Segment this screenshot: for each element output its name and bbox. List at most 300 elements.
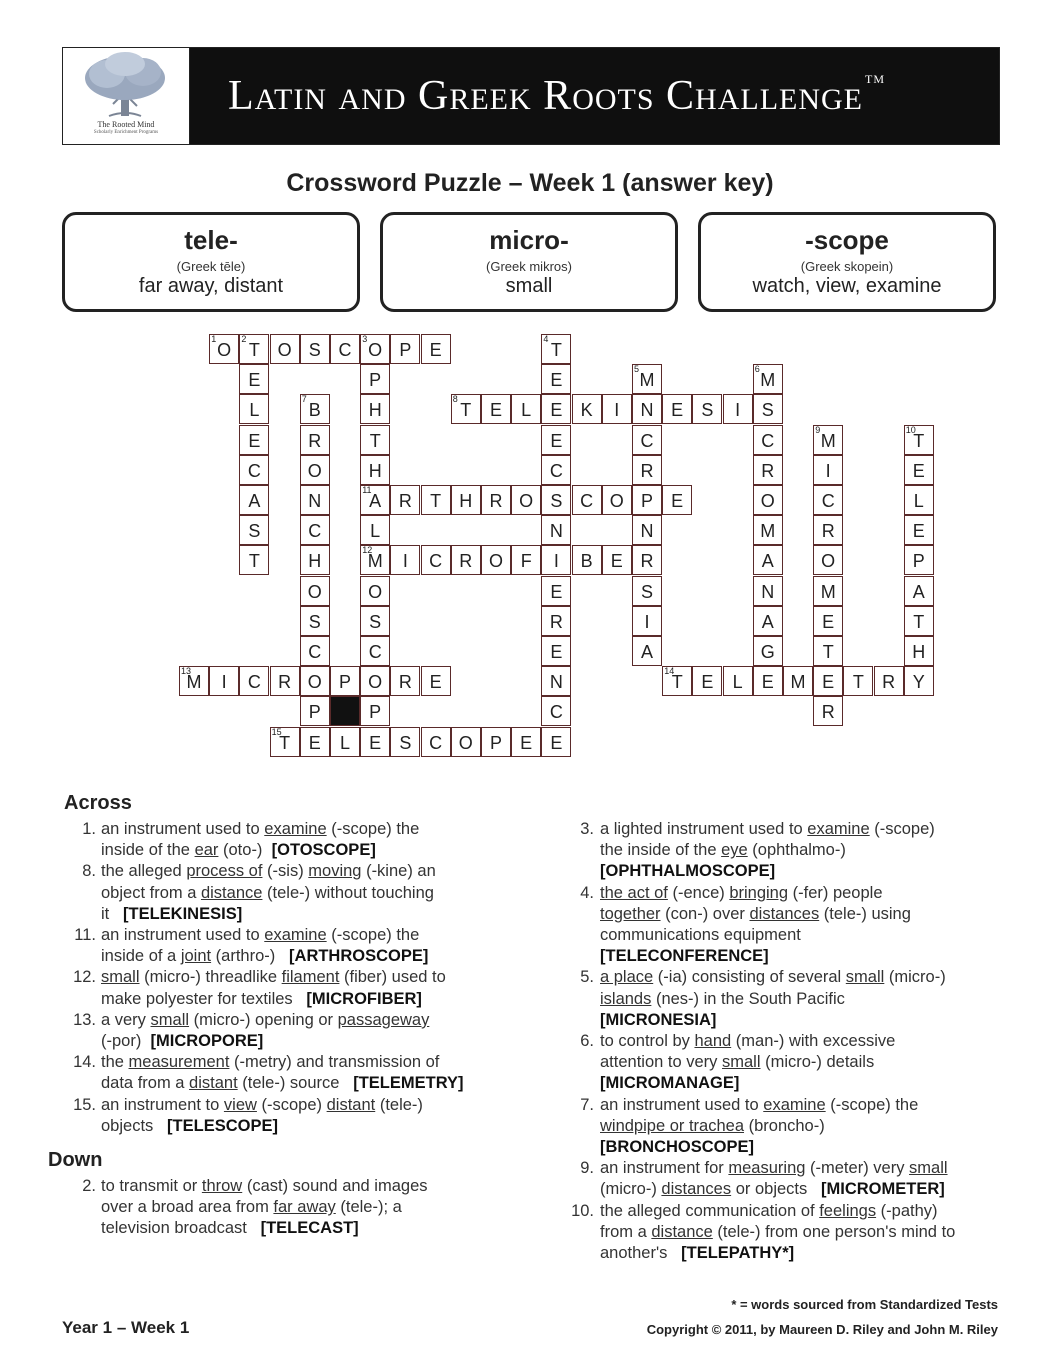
grid-cell-letter: C <box>308 642 322 662</box>
grid-cell[interactable] <box>541 425 571 455</box>
grid-cell[interactable] <box>904 485 934 515</box>
grid-cell-letter: R <box>549 611 563 632</box>
grid-cell-number: 11 <box>362 485 372 495</box>
grid-cell[interactable] <box>390 666 420 696</box>
grid-cell[interactable] <box>541 696 571 726</box>
grid-cell[interactable] <box>481 545 511 575</box>
grid-cell[interactable] <box>360 576 390 606</box>
grid-cell-letter: E <box>248 430 261 451</box>
grid-cell[interactable] <box>541 364 571 394</box>
grid-cell-letter: A <box>761 611 774 632</box>
grid-cell-letter: T <box>460 400 472 421</box>
grid-cell-letter: M <box>186 672 202 693</box>
clue-line: windpipe or trachea (broncho-) <box>600 1116 825 1135</box>
grid-cell[interactable] <box>813 545 843 575</box>
grid-cell[interactable] <box>662 666 692 696</box>
grid-cell-letter: M <box>820 581 836 602</box>
grid-cell-letter: T <box>369 430 381 451</box>
grid-cell[interactable] <box>783 666 813 696</box>
grid-cell[interactable] <box>692 666 722 696</box>
clue-number: 15. <box>73 1095 96 1114</box>
grid-cell-letter: O <box>368 581 383 602</box>
clue-answer: [OPHTHALMOSCOPE] <box>600 862 776 881</box>
grid-cell[interactable] <box>632 576 662 606</box>
grid-cell-letter: K <box>580 400 593 421</box>
clue-line: an instrument to view (-scope) distant (tele-) <box>101 1095 423 1114</box>
grid-cell-letter: T <box>248 551 260 572</box>
grid-cell[interactable] <box>541 576 571 606</box>
clue-line: islands (nes-) in the South Pacific <box>600 989 845 1008</box>
grid-cell[interactable] <box>904 666 934 696</box>
grid-cell-letter: E <box>550 581 563 602</box>
grid-cell-letter: A <box>369 491 382 511</box>
grid-cell-letter: P <box>640 491 653 511</box>
grid-cell[interactable] <box>541 606 571 636</box>
grid-cell-letter: A <box>761 551 774 572</box>
grid-cell[interactable] <box>602 545 632 575</box>
clue-number: 6. <box>580 1032 594 1050</box>
grid-cell-letter: H <box>368 460 382 481</box>
grid-cell[interactable] <box>209 666 239 696</box>
grid-cell[interactable] <box>904 606 934 636</box>
across-heading: Across <box>64 792 132 814</box>
grid-cell[interactable] <box>753 394 783 424</box>
grid-cell[interactable] <box>360 455 390 485</box>
grid-cell[interactable] <box>270 334 300 364</box>
grid-cell-letter: S <box>701 400 714 421</box>
grid-cell[interactable] <box>904 545 934 575</box>
grid-cell[interactable] <box>239 485 269 515</box>
grid-cell[interactable] <box>662 394 692 424</box>
grid-cell-letter: E <box>550 430 563 451</box>
grid-cell[interactable] <box>421 666 451 696</box>
grid-cell[interactable] <box>421 545 451 575</box>
grid-cell[interactable] <box>541 545 571 575</box>
grid-cell[interactable] <box>360 606 390 636</box>
clue-text <box>101 1095 521 1137</box>
grid-cell[interactable] <box>209 334 239 364</box>
grid-cell[interactable] <box>753 545 783 575</box>
grid-cell[interactable] <box>390 334 420 364</box>
grid-cell[interactable] <box>541 636 571 666</box>
grid-cell-letter: I <box>735 400 741 421</box>
grid-cell[interactable] <box>541 394 571 424</box>
grid-cell[interactable] <box>753 455 783 485</box>
clue-text <box>600 1158 1020 1200</box>
grid-cell[interactable] <box>904 636 934 666</box>
grid-cell-letter: C <box>429 551 443 572</box>
grid-cell[interactable] <box>421 334 451 364</box>
grid-cell-letter: E <box>550 642 563 662</box>
grid-cell[interactable] <box>753 425 783 455</box>
grid-cell[interactable] <box>239 515 269 545</box>
clue-line: the inside of the eye (ophthalmo-) <box>600 841 846 860</box>
grid-cell[interactable] <box>813 696 843 726</box>
grid-cell-letter: O <box>760 491 775 511</box>
grid-cell[interactable] <box>270 727 300 757</box>
grid-cell[interactable] <box>632 485 662 515</box>
grid-cell-letter: M <box>639 370 655 391</box>
grid-cell-letter: C <box>761 430 775 451</box>
grid-cell[interactable] <box>360 666 390 696</box>
logo-text: The Rooted Mind <box>97 120 155 129</box>
clue-number: 9. <box>580 1159 594 1178</box>
grid-cell-letter: T <box>852 672 864 693</box>
clue-answer: [TELEKINESIS] <box>123 904 243 923</box>
grid-cell-letter: C <box>549 702 563 723</box>
grid-cell-letter: R <box>761 460 775 481</box>
grid-cell[interactable] <box>239 364 269 394</box>
grid-cell[interactable] <box>360 727 390 757</box>
grid-cell-letter: E <box>429 340 442 360</box>
clue-line: make polyester for textiles [MICROFIBER] <box>101 989 422 1008</box>
grid-cell[interactable] <box>511 394 541 424</box>
grid-cell[interactable] <box>632 545 662 575</box>
grid-cell-letter: E <box>610 551 623 572</box>
grid-cell[interactable] <box>421 727 451 757</box>
grid-cell-letter: I <box>644 611 650 632</box>
banner-title <box>228 72 885 120</box>
clue-answer: [ARTHROSCOPE] <box>289 947 429 966</box>
clue-line: it [TELEKINESIS] <box>101 904 243 923</box>
grid-cell[interactable] <box>723 666 753 696</box>
grid-cell-letter: S <box>550 491 563 511</box>
grid-cell[interactable] <box>451 485 481 515</box>
logo <box>63 48 190 144</box>
clue-line: over a broad area from far away (tele-); a <box>101 1198 402 1217</box>
clue-answer: [MICROMANAGE] <box>600 1074 740 1093</box>
grid-cell[interactable] <box>360 515 390 545</box>
clue-line <box>600 946 1020 967</box>
grid-cell[interactable] <box>451 545 481 575</box>
grid-cell[interactable] <box>360 334 390 364</box>
grid-cell-letter: M <box>760 521 776 542</box>
clue-number: 5. <box>580 968 594 987</box>
grid-cell[interactable] <box>753 576 783 606</box>
grid-cell[interactable] <box>572 394 602 424</box>
grid-cell[interactable] <box>904 576 934 606</box>
grid-cell[interactable] <box>360 394 390 424</box>
grid-cell-letter: I <box>553 551 559 572</box>
grid-cell[interactable] <box>300 394 330 424</box>
grid-cell-letter: T <box>279 732 291 753</box>
clue-number: 2. <box>82 1177 96 1195</box>
clue-line: the act of (-ence) bringing (-fer) people <box>600 883 883 902</box>
grid-cell[interactable] <box>481 394 511 424</box>
clue-answer: [OTOSCOPE] <box>271 841 376 860</box>
clue-number: 7. <box>580 1095 594 1114</box>
grid-cell[interactable] <box>723 394 753 424</box>
grid-cell-letter: H <box>368 400 382 421</box>
grid-cell[interactable] <box>753 666 783 696</box>
clue-answer: [TELECONFERENCE] <box>600 947 769 966</box>
grid-cell-letter: T <box>671 672 683 693</box>
grid-cell[interactable] <box>602 485 632 515</box>
grid-cell-letter: O <box>821 551 836 572</box>
grid-cell-number: 5 <box>634 364 640 375</box>
grid-cell[interactable] <box>813 515 843 545</box>
footnote: * = words sourced from Standardized Tests <box>731 1297 998 1312</box>
grid-cell-letter: G <box>760 642 775 662</box>
footer-week: Year 1 – Week 1 <box>62 1318 190 1337</box>
grid-cell-letter: O <box>307 581 322 602</box>
clue-line: another's [TELEPATHY*] <box>600 1244 795 1262</box>
grid-cell-letter: L <box>370 521 381 542</box>
grid-cell-letter: N <box>549 521 563 542</box>
clue-text <box>600 883 1020 968</box>
grid-cell[interactable] <box>632 636 662 666</box>
banner-title-text: LATIN AND GREEK ROOTS CHALLENGE <box>228 73 864 119</box>
clue-text <box>101 819 521 861</box>
grid-cell[interactable] <box>843 666 873 696</box>
clue-line <box>600 861 1020 882</box>
grid-cell[interactable] <box>541 727 571 757</box>
grid-cell-letter: A <box>640 642 653 662</box>
grid-cell[interactable] <box>360 364 390 394</box>
grid-cell[interactable] <box>360 545 390 575</box>
grid-cell-letter: R <box>489 491 503 511</box>
grid-cell[interactable] <box>632 364 662 394</box>
grid-cell[interactable] <box>300 666 330 696</box>
grid-cell[interactable] <box>300 696 330 726</box>
grid-cell[interactable] <box>511 545 541 575</box>
root-meaning: far away, distant <box>138 275 284 297</box>
clue-line <box>600 1073 1020 1094</box>
grid-cell-letter: C <box>338 340 352 360</box>
grid-cell-letter: E <box>369 732 382 753</box>
clue-line: the measurement (-metry) and transmission of <box>101 1053 440 1072</box>
grid-cell[interactable] <box>632 425 662 455</box>
grid-cell[interactable] <box>300 727 330 757</box>
grid-cell[interactable] <box>179 666 209 696</box>
clue-number: 13. <box>73 1010 96 1029</box>
grid-cell-number: 6 <box>754 364 760 375</box>
grid-cell[interactable] <box>753 636 783 666</box>
grid-cell-letter: S <box>308 611 321 632</box>
root-origin: (Greek mikros) <box>486 259 572 274</box>
grid-cell-letter: P <box>369 370 382 391</box>
grid-cell[interactable] <box>390 485 420 515</box>
grid-cell[interactable] <box>813 636 843 666</box>
grid-cell-letter: O <box>217 340 232 360</box>
grid-cell-letter: E <box>671 491 684 511</box>
grid-cell-letter: R <box>459 551 473 572</box>
root-name: micro- <box>489 225 569 255</box>
grid-cell[interactable] <box>239 425 269 455</box>
grid-cell[interactable] <box>390 727 420 757</box>
grid-cell[interactable] <box>541 485 571 515</box>
grid-cell[interactable] <box>451 394 481 424</box>
grid-cell-letter: E <box>822 672 835 693</box>
grid-cell[interactable] <box>330 334 360 364</box>
grid-cell-letter: S <box>761 400 774 421</box>
grid-cell-letter: E <box>550 370 563 391</box>
grid-cell-letter: I <box>614 400 620 421</box>
grid-cell[interactable] <box>813 485 843 515</box>
grid-cell[interactable] <box>360 636 390 666</box>
grid-cell[interactable] <box>330 666 360 696</box>
grid-cell[interactable] <box>753 485 783 515</box>
grid-cell[interactable] <box>239 394 269 424</box>
header <box>62 47 1000 145</box>
grid-cell-letter: P <box>912 551 925 572</box>
grid-cell[interactable] <box>632 515 662 545</box>
grid-cell[interactable] <box>572 545 602 575</box>
grid-cell[interactable] <box>300 606 330 636</box>
grid-cell-number: 9 <box>815 424 821 435</box>
grid-cell[interactable] <box>451 727 481 757</box>
grid-cell[interactable] <box>511 727 541 757</box>
clue-number: 12. <box>73 968 96 987</box>
grid-cell[interactable] <box>300 425 330 455</box>
clue-text <box>600 1095 1020 1159</box>
trademark: TM <box>865 72 886 86</box>
clue-line: communications equipment <box>600 926 801 944</box>
grid-cell[interactable] <box>300 545 330 575</box>
clue-text <box>101 925 521 967</box>
grid-cell[interactable] <box>360 425 390 455</box>
grid-cell[interactable] <box>632 455 662 485</box>
grid-black-cell <box>330 696 360 726</box>
grid-cell-letter: C <box>308 521 322 542</box>
grid-cell-letter: C <box>580 491 594 511</box>
grid-cell[interactable] <box>541 334 571 364</box>
root-box-micro <box>380 212 678 312</box>
clue-line: an instrument used to examine (-scope) the <box>101 820 420 838</box>
grid-cell[interactable] <box>330 727 360 757</box>
grid-cell[interactable] <box>572 485 602 515</box>
grid-cell-letter: N <box>549 672 563 693</box>
grid-cell[interactable] <box>541 455 571 485</box>
grid-cell[interactable] <box>813 666 843 696</box>
clue-line: attention to very small (micro-) details <box>600 1053 875 1072</box>
grid-cell[interactable] <box>360 485 390 515</box>
grid-cell[interactable] <box>300 334 330 364</box>
grid-cell[interactable] <box>360 696 390 726</box>
clue-line: an instrument used to examine (-scope) the <box>101 926 420 944</box>
grid-cell-letter: T <box>913 430 925 451</box>
grid-cell[interactable] <box>300 455 330 485</box>
grid-cell-letter: M <box>820 430 836 451</box>
grid-cell[interactable] <box>239 334 269 364</box>
grid-cell-letter: E <box>912 460 925 481</box>
grid-cell[interactable] <box>541 515 571 545</box>
clue-line: small (micro-) threadlike filament (fiber) used to <box>101 968 446 987</box>
grid-cell[interactable] <box>421 485 451 515</box>
grid-cell-letter: E <box>761 672 774 693</box>
root-origin: (Greek skopein) <box>800 259 894 274</box>
grid-cell[interactable] <box>692 394 722 424</box>
clue-answer: [TELECAST] <box>260 1219 359 1238</box>
clue-text <box>101 1052 521 1094</box>
grid-cell-letter: L <box>521 400 532 421</box>
clue-text <box>101 861 521 925</box>
grid-cell-letter: E <box>550 732 563 753</box>
grid-cell[interactable] <box>239 545 269 575</box>
grid-cell[interactable] <box>813 606 843 636</box>
clue-number: 3. <box>580 820 594 838</box>
grid-cell-letter: P <box>338 672 351 693</box>
grid-cell-number: 15 <box>271 726 282 737</box>
grid-cell-letter: L <box>339 732 350 753</box>
grid-cell-letter: R <box>398 672 412 693</box>
root-box-tele <box>62 212 360 312</box>
grid-cell-letter: B <box>308 400 321 421</box>
grid-cell[interactable] <box>541 666 571 696</box>
clue-line: data from a distant (tele-) source [TELEMETRY] <box>101 1074 464 1093</box>
grid-cell-letter: R <box>278 672 292 693</box>
grid-cell-number: 13 <box>181 666 192 677</box>
clue-line: television broadcast [TELECAST] <box>101 1219 359 1238</box>
grid-cell[interactable] <box>511 485 541 515</box>
grid-cell-number: 12 <box>362 545 373 556</box>
clue-text <box>101 1010 521 1052</box>
grid-cell[interactable] <box>753 606 783 636</box>
clue-line: inside of a joint (arthro-) [ARTHROSCOPE] <box>101 947 429 966</box>
grid-cell-letter: Y <box>912 672 925 693</box>
grid-cell-letter: O <box>307 460 322 481</box>
grid-cell[interactable] <box>874 666 904 696</box>
grid-cell[interactable] <box>300 515 330 545</box>
grid-cell[interactable] <box>239 666 269 696</box>
grid-cell[interactable] <box>602 394 632 424</box>
clue-text <box>101 1176 521 1240</box>
clue-line <box>600 1137 1020 1158</box>
grid-cell-number: 2 <box>241 334 247 344</box>
grid-cell[interactable] <box>632 606 662 636</box>
grid-cell[interactable] <box>813 425 843 455</box>
grid-cell-letter: T <box>550 340 562 360</box>
grid-cell[interactable] <box>753 364 783 394</box>
clue-line: a lighted instrument used to examine (-scope) <box>600 820 935 838</box>
root-meaning: small <box>505 275 553 297</box>
clue-answer: [TELESCOPE] <box>167 1116 278 1135</box>
clue-line: the alleged process of (-sis) moving (-kine) an <box>101 862 436 881</box>
grid-cell[interactable] <box>904 515 934 545</box>
grid-cell[interactable] <box>662 485 692 515</box>
clue-line: (micro-) distances or objects [MICROMETER] <box>600 1180 945 1199</box>
grid-cell[interactable] <box>300 576 330 606</box>
grid-cell-letter: A <box>248 491 261 511</box>
grid-cell-letter: L <box>913 491 924 511</box>
grid-cell[interactable] <box>632 394 662 424</box>
grid-cell[interactable] <box>270 666 300 696</box>
grid-cell-letter: N <box>640 521 654 542</box>
grid-cell-letter: S <box>308 340 321 360</box>
clue-line <box>600 1010 1020 1031</box>
grid-cell-number: 7 <box>301 394 307 405</box>
grid-cell[interactable] <box>904 455 934 485</box>
grid-cell[interactable] <box>753 515 783 545</box>
grid-cell[interactable] <box>300 636 330 666</box>
grid-cell[interactable] <box>300 485 330 515</box>
grid-cell[interactable] <box>813 455 843 485</box>
grid-cell[interactable] <box>481 727 511 757</box>
clue-answer: [TELEMETRY] <box>353 1074 464 1093</box>
clue-line: together (con-) over distances (tele-) using <box>600 904 911 923</box>
clue-line: (-por) [MICROPORE] <box>101 1032 264 1050</box>
grid-cell-letter: O <box>277 340 292 360</box>
grid-cell-letter: P <box>369 702 382 723</box>
grid-cell[interactable] <box>904 425 934 455</box>
grid-cell[interactable] <box>239 455 269 485</box>
grid-cell-letter: F <box>520 551 532 572</box>
grid-cell-letter: I <box>221 672 227 693</box>
grid-cell[interactable] <box>481 485 511 515</box>
grid-cell[interactable] <box>813 576 843 606</box>
grid-cell[interactable] <box>390 545 420 575</box>
grid-cell-letter: S <box>369 611 382 632</box>
